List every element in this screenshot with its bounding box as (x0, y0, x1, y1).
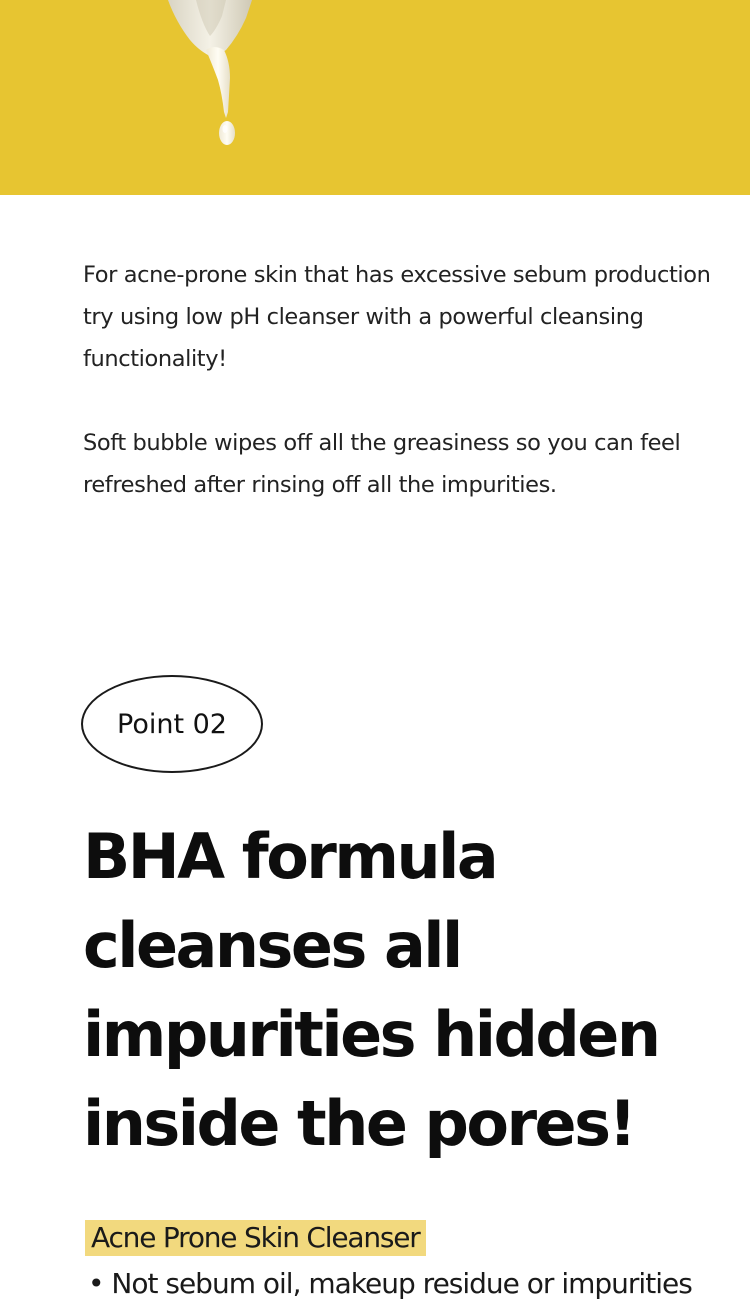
hero-image (0, 0, 750, 195)
headline-line: BHA formula (83, 820, 497, 893)
product-tag: Acne Prone Skin Cleanser (85, 1220, 426, 1256)
cream-drip-icon (0, 0, 750, 195)
intro-paragraph-2: Soft bubble wipes off all the greasiness so you can feel refreshed after rinsing off all the impurities. (83, 430, 681, 498)
bullet-partial: • Not sebum oil, makeup residue or impurities (88, 1267, 692, 1300)
intro-paragraph-1: For acne-prone skin that has excessive sebum production try using low pH cleanser with a powerful cleansing functionality! (83, 262, 711, 372)
intro-text (83, 254, 713, 506)
headline-line: cleanses all (83, 909, 461, 982)
headline-line: inside the pores! (83, 1087, 635, 1160)
headline-line: impurities hidden (83, 998, 659, 1071)
headline (83, 812, 733, 1168)
point-badge: Point 02 (81, 675, 263, 773)
